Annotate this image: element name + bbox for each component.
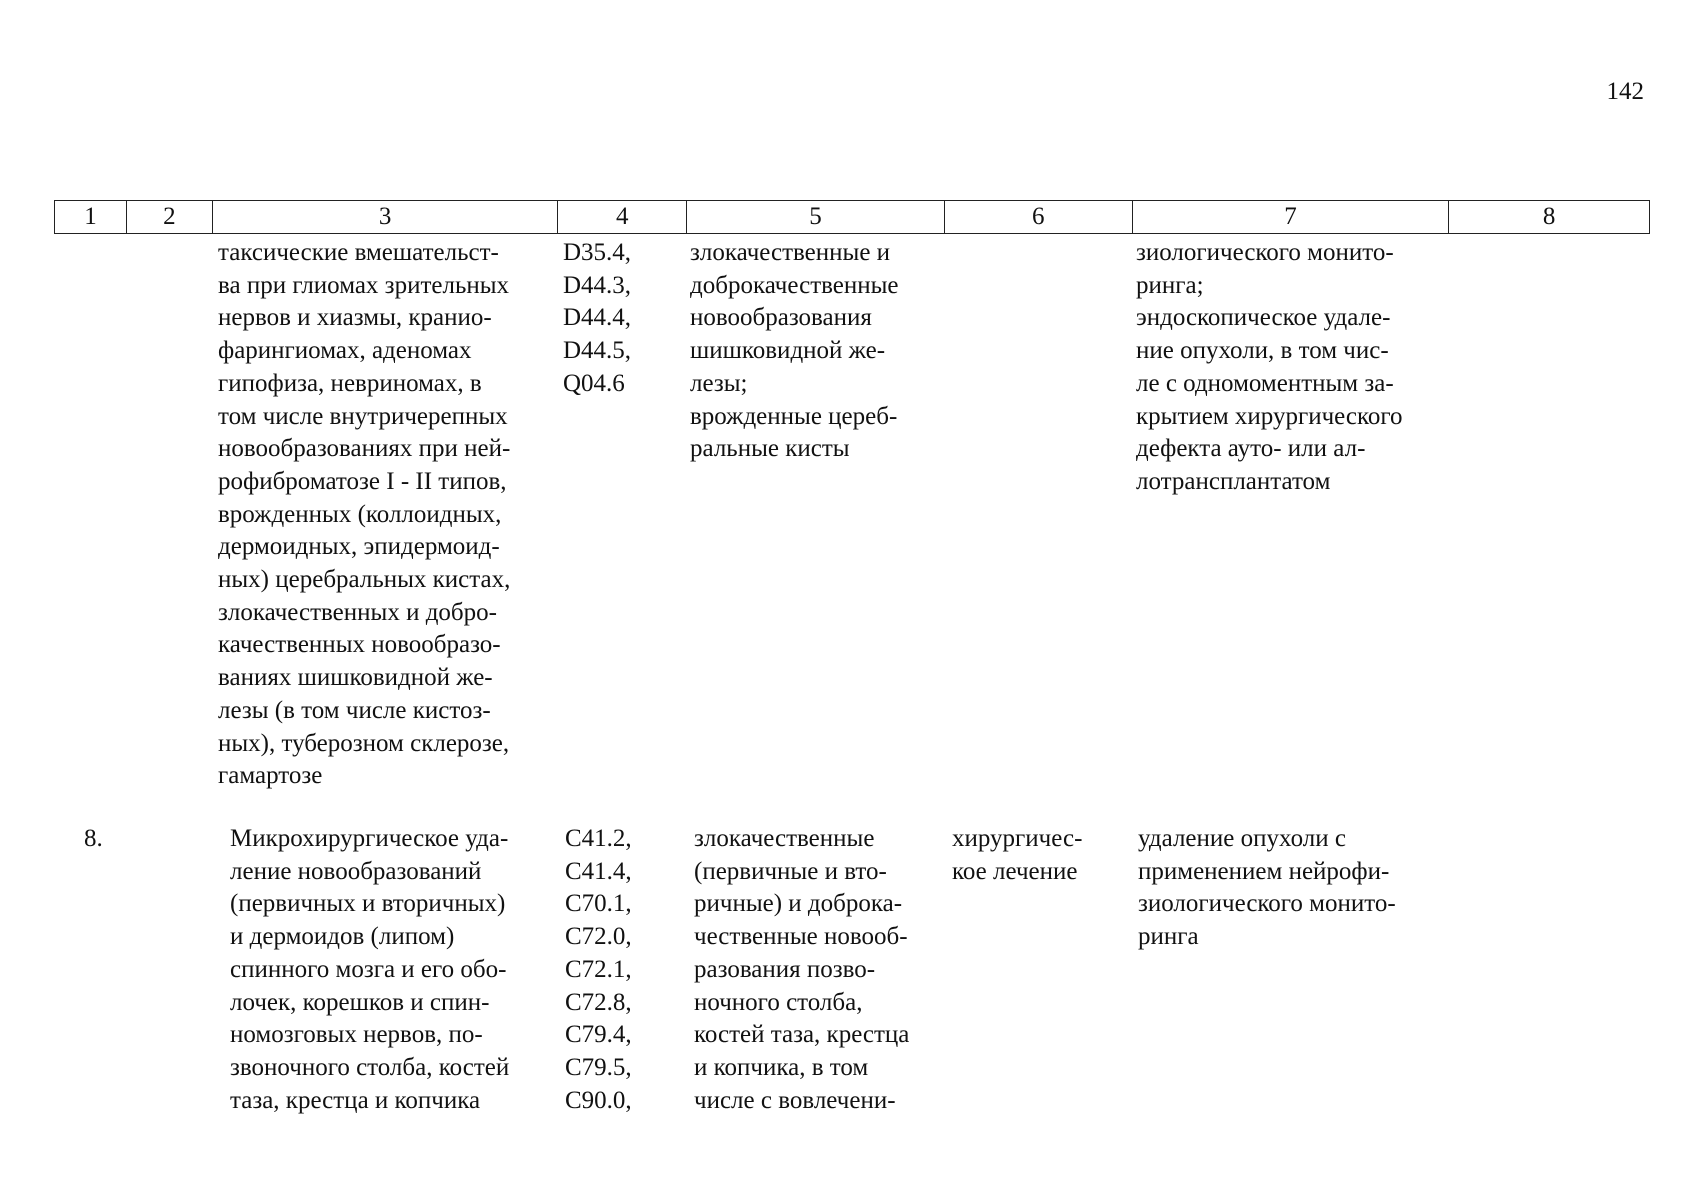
header-col-2: 2 [127, 201, 213, 233]
row-8-number: 8. [84, 825, 103, 852]
header-col-4: 4 [558, 201, 687, 233]
header-col-8: 8 [1542, 203, 1556, 230]
row-8-model: злокачественные (первичные и вто- ричные) и доброка- чественные новооб- разования позво- ночного столба, костей таза, крестца и копчика, в том числе с вовлечени- [694, 825, 910, 1114]
row-8-treatment-type: хирургичес- кое лечение [952, 825, 1083, 885]
header-col-5: 5 [687, 201, 945, 233]
row-8-method: удаление опухоли с применением нейрофи- зиологического монито- ринга [1138, 825, 1396, 951]
row-continuation-method: зиологического монито- ринга; эндоскопическое удале- ние опухоли, в том чис- ле с одномоментным за- крытием хирургического дефекта ауто- или ал- лотрансплантатом [1136, 239, 1403, 495]
page-number: 142 [1606, 78, 1644, 105]
row-continuation-description: таксические вмешательст- ва при глиомах зрительных нервов и хиазмы, кранио- фарингиомах, аденомах гипофиза, невриномах, в том числе внутричерепных новообразованиях при ней- рофиброматозе I - II типов, врожденных (коллоидных, дермоидных, эпидермоид- ных) церебральных кистах, злокачественных и добро- качественных новообразо- ваниях шишковидной же- лезы (в том числе кистоз- ных), туберозном склерозе, гамартозе [218, 239, 511, 790]
table-header [54, 200, 1650, 234]
header-col-3: 3 [213, 201, 559, 233]
row-continuation-model: злокачественные и доброкачественные новообразования шишковидной же- лезы; врожденные цереб- ральные кисты [690, 239, 899, 463]
header-col-6: 6 [945, 201, 1133, 233]
row-8-codes: C41.2, C41.4, C70.1, C72.0, C72.1, C72.8, C79.4, C79.5, C90.0, [565, 825, 632, 1114]
header-col-7: 7 [1133, 201, 1450, 233]
row-8-description: Микрохирургическое уда- ление новообразований (первичных и вторичных) и дермоидов (липом) спинного мозга и его обо- лочек, корешков и спин- номозговых нервов, по- звоночного столба, костей таза, крестца и копчика [230, 825, 510, 1114]
header-col-1: 1 [55, 201, 127, 233]
row-continuation-codes: D35.4, D44.3, D44.4, D44.5, Q04.6 [563, 239, 632, 397]
